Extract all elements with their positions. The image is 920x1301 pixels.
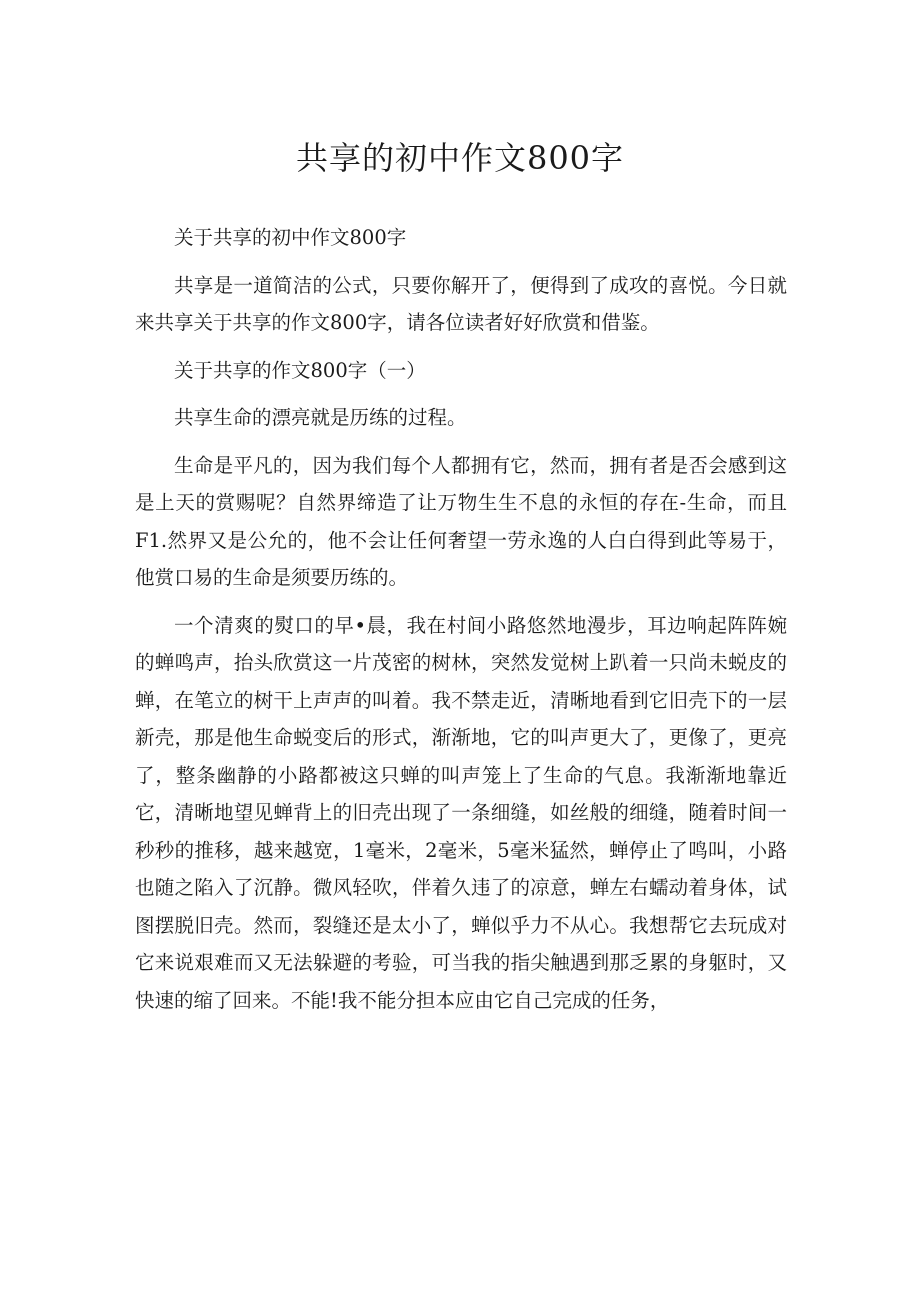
document-title: 共享的初中作文800字 — [295, 139, 625, 177]
document-body — [135, 219, 787, 1029]
paragraph-life: 生命是平凡的，因为我们每个人都拥有它，然而，拥有者是否会感到这是上天的赏赐呢？自然界缔造了让万物生生不息的永恒的存在-生命，而且F1.然界又是公允的，他不会让任何奢望一劳永逸的人白白得到此等易于，他赏口易的生命是须要历练的。 — [135, 453, 787, 589]
paragraph-subtitle: 关于共享的初中作文800字 — [174, 226, 407, 249]
paragraph-theme: 共享生命的漂亮就是历练的过程。 — [174, 406, 467, 429]
paragraph-cicada: 一个清爽的熨口的早•晨，我在村间小路悠然地漫步，耳边响起阵阵婉的蝉鸣声，抬头欣赏这一片茂密的树林，突然发觉树上趴着一只尚未蜕皮的蝉，在笔立的树干上声声的叫着。我不禁走近，清晰地看到它旧壳下的一层新壳，那是他生命蜕变后的形式，渐渐地，它的叫声更大了，更像了，更亮了，整条幽静的小路都被这只蝉的叫声笼上了生命的气息。我渐渐地靠近它，清晰地望见蝉背上的旧壳出现了一条细缝，如丝般的细缝，随着时间一秒秒的推移，越来越宽，1毫米，2毫米，5毫米猛然，蝉停止了鸣叫，小路也随之陷入了沉静。微风轻吹，伴着久违了的凉意，蝉左右蠕动着身体，试图摆脱旧壳。然而，裂缝还是太小了，蝉似乎力不从心。我想帮它去玩成对它来说艰难而又无法躲避的考验，可当我的指尖触遇到那乏累的身躯时，又快速的缩了回来。不能!我不能分担本应由它自己完成的任务， — [135, 613, 787, 1012]
paragraph-section-heading: 关于共享的作文800字（一） — [174, 358, 426, 382]
paragraph-intro: 共享是一道简洁的公式，只要你解开了，便得到了成攻的喜悦。今日就来共享关于共享的作文800字，请各位读者好好欣赏和借鉴。 — [135, 273, 787, 334]
